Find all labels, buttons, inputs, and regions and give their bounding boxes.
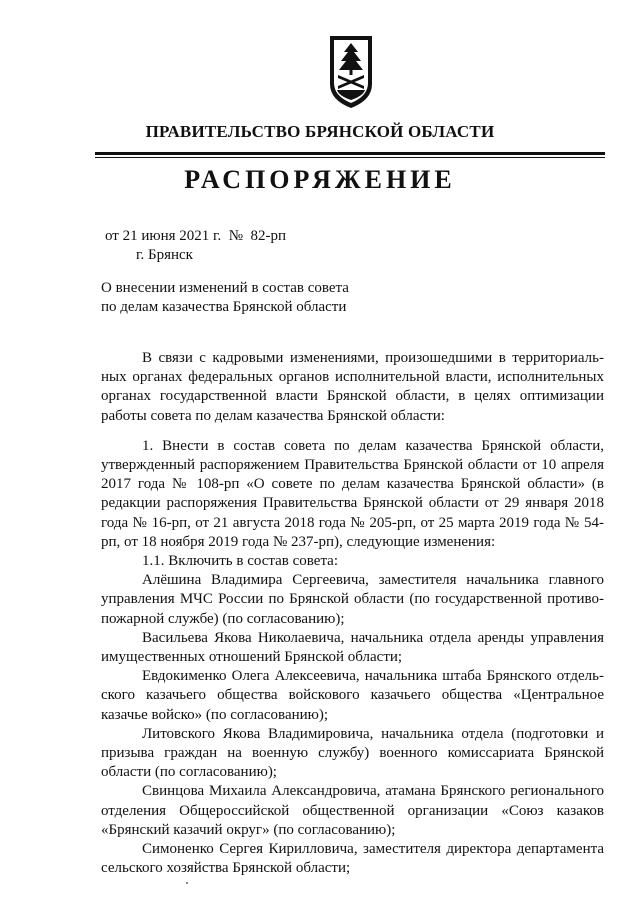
preamble-paragraph: В связи с кадровыми изменениями, произошедшими в территориальных органах федеральных органов исполнительной власти, исполнительных органах государственной власти Брянской области, в целях оптимизации работы совета по делам казачества Брянской области: [101, 350, 604, 424]
subject-line: О внесении изменений в состав совета [101, 280, 349, 296]
clause-1-1-paragraph: 1.1. Включить в состав совета: [142, 553, 339, 570]
member-entry: Алёшина Владимира Сергеевича, заместителя начальника главного управления МЧС России по Брянской области (по государственной противопожарной службе) (по согласованию); [101, 572, 604, 627]
document-body [101, 349, 604, 878]
header-divider-thin [95, 157, 605, 158]
bryansk-coat-of-arms-icon [327, 34, 375, 110]
subject-line: по делам казачества Брянской области [101, 299, 347, 315]
document-type-title: РАСПОРЯЖЕНИЕ [184, 165, 456, 194]
date-and-number: от 21 июня 2021 г. № 82-рп [105, 228, 287, 244]
document-subject [101, 279, 349, 317]
member-entry: Симоненко Сергея Кирилловича, заместителя директора департамента сельского хозяйства Брянской области; [101, 841, 604, 877]
member-entry: Свинцова Михаила Александровича, атамана Брянского регионального отделения Общероссийской общественной организации «Союз казаков «Брянский казачий округ» (по согласованию); [101, 783, 604, 838]
clause-1-paragraph: 1. Внести в состав совета по делам казачества Брянской области, утвержденный распоряжением Правительства Брянской области от 10 апреля 2017 года № 108-рп «О совете по делам казачества Брянской области» (в редакции распоряжения Правительства Брянской области от 29 января 2018 года № 16-рп, от 21 августа 2018 года № 205-рп, от 25 марта 2019 года № 54-рп, от 18 ноября 2019 года № 237-рп), следующие изменения: [101, 437, 604, 550]
member-entry: Васильева Якова Николаевича, начальника отдела аренды управления имущественных отношений Брянской области; [101, 629, 604, 666]
header-divider-thick [95, 152, 605, 155]
organization-title: ПРАВИТЕЛЬСТВО БРЯНСКОЙ ОБЛАСТИ [145, 122, 495, 141]
scan-speck [186, 882, 188, 884]
city-name: г. Брянск [136, 247, 193, 263]
member-entry: Литовского Якова Владимировича, начальника отдела (подготовки и призыва граждан на военную службу) военного комиссариата Брянской области (по согласованию); [101, 725, 604, 781]
member-entry: Евдокименко Олега Алексеевича, начальника штаба Брянского отдельского казачьего общества войскового казачьего общества «Центральное казачье войско» (по согласованию); [101, 668, 604, 723]
